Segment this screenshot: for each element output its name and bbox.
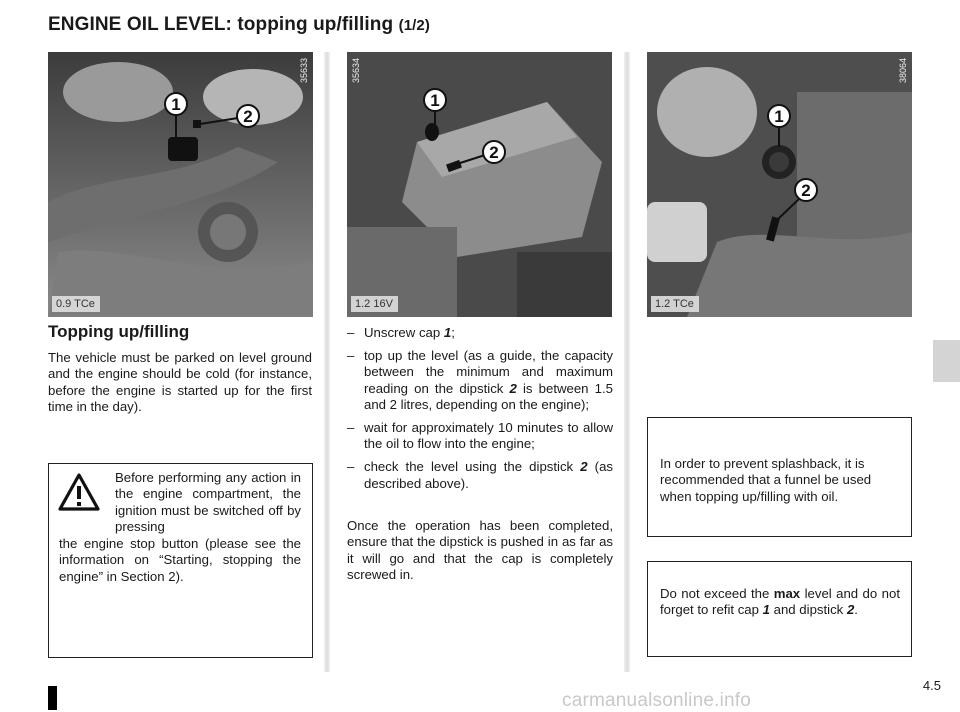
engine-photo-12tce xyxy=(647,52,912,317)
callout-1: 1 xyxy=(430,91,440,110)
callout-2: 2 xyxy=(489,143,499,162)
section-heading: Topping up/filling xyxy=(48,322,190,341)
callout-1: 1 xyxy=(171,95,181,114)
funnel-note-text: In order to prevent splashback, it is recommended that a funnel be used when topping up/filling with oil. xyxy=(660,456,872,504)
callouts xyxy=(48,52,313,317)
callouts xyxy=(347,52,612,317)
step-check: – check the level using the dipstick 2 (as described above). xyxy=(347,459,613,491)
photo-caption: 1.2 16V xyxy=(351,296,398,312)
column-divider xyxy=(624,52,630,672)
steps-list xyxy=(347,325,613,499)
title-page-indicator: (1/2) xyxy=(398,17,430,34)
warning-triangle-icon xyxy=(57,472,101,512)
callout-2: 2 xyxy=(243,107,253,126)
page-title xyxy=(48,14,430,36)
closing-paragraph: Once the operation has been completed, ensure that the dipstick is pushed in as far as it will go and that the cap is completely screwed in. xyxy=(347,518,613,583)
warning-text-indented: Before performing any action in the engine compartment, the ignition must be switched off by pressing xyxy=(115,470,301,535)
callouts xyxy=(647,52,912,317)
step-unscrew: – Unscrew cap 1; xyxy=(347,325,613,341)
photo-ref-code: 35633 xyxy=(299,58,309,84)
warning-box xyxy=(48,463,313,658)
section-thumb-tab xyxy=(933,340,960,382)
max-level-note-text: Do not exceed the max level and do not forget to refit cap 1 and dipstick 2. xyxy=(660,586,900,618)
engine-photo-09tce xyxy=(48,52,313,317)
corner-mark xyxy=(48,686,57,710)
title-main: ENGINE OIL LEVEL: topping up/filling xyxy=(48,14,394,35)
engine-photo-12-16v xyxy=(347,52,612,317)
column-divider xyxy=(324,52,330,672)
funnel-note-box xyxy=(647,417,912,537)
footer-watermark: carmanualsonline.info xyxy=(562,690,752,711)
step-top-up: – top up the level (as a guide, the capacity between the minimum and maximum reading on the dipstick 2 is between 1.5 and 2 litres, depending on the engine); xyxy=(347,348,613,413)
photo-caption: 1.2 TCe xyxy=(651,296,699,312)
photo-ref-code: 38064 xyxy=(898,58,908,84)
photo-caption: 0.9 TCe xyxy=(52,296,100,312)
max-level-note-box xyxy=(647,561,912,657)
callout-1: 1 xyxy=(774,107,784,126)
page-number: 4.5 xyxy=(922,678,941,693)
step-wait: – wait for approximately 10 minutes to allow the oil to flow into the engine; xyxy=(347,420,613,452)
photo-ref-code: 35634 xyxy=(351,58,361,84)
warning-text: the engine stop button (please see the information on “Starting, stopping the engine” in Section 2). xyxy=(59,536,301,584)
intro-paragraph: The vehicle must be parked on level ground and the engine should be cold (for instance, before the engine is started up for the first time in the day). xyxy=(48,350,312,415)
callout-2: 2 xyxy=(801,181,811,200)
